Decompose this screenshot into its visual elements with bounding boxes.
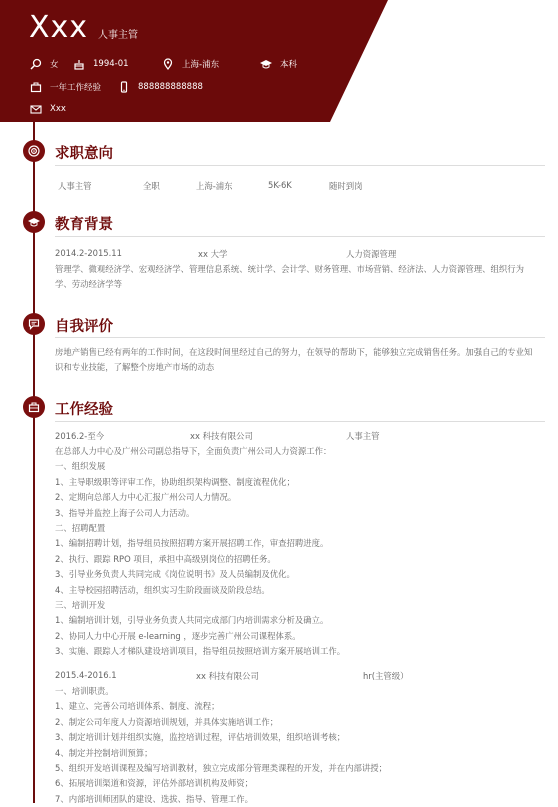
job1-line: 1、编制招聘计划，指导组员按照招聘方案开展招聘工作，审查招聘进度。 (55, 538, 329, 549)
job1-line: 4、主导校园招聘活动，组织实习生阶段面谈及阶段总结。 (55, 584, 270, 595)
intention-position: 人事主管 (58, 181, 92, 191)
experience-info (30, 81, 101, 93)
job1-line: 1、编制培训计划，引导业务负责人共同完成部门内培训需求分析及确立。 (55, 615, 329, 626)
candidate-title: 人事主管 (98, 30, 138, 41)
briefcase-icon (23, 396, 45, 418)
phone-icon (118, 81, 130, 93)
job1-line: 在总部人力中心及广州公司副总指导下，全面负责广州公司人力资源工作： (55, 446, 332, 456)
job1-line: 2、执行、跟踪 RPO 项目，承担中高级别岗位的招聘任务。 (55, 553, 276, 564)
job2-line: 2、制定公司年度人力资源培训规划，并具体实施培训工作； (55, 716, 279, 727)
job2-line: 7、内部培训师团队的建设、选拔、指导、管理工作。 (55, 793, 253, 804)
job1-line: 3、指导并监控上海子公司人力活动。 (55, 507, 195, 518)
divider (55, 165, 545, 166)
education-section-title: 教育背景 (55, 217, 113, 233)
divider (55, 236, 545, 237)
location-info (162, 58, 219, 70)
graduation-cap-icon (260, 58, 272, 70)
phone-value: 888888888888 (138, 82, 203, 92)
cake-icon (73, 58, 85, 70)
email-value: Xxx (50, 104, 66, 114)
job2-line: 4、制定并控制培训预算； (55, 747, 153, 758)
graduation-cap-icon (23, 211, 45, 233)
job2-line: 一、培训职责。 (55, 686, 114, 696)
intention-availability: 随时到岗 (329, 181, 363, 191)
experience-value: 一年工作经验 (50, 83, 102, 93)
phone-info (118, 81, 203, 93)
briefcase-icon (30, 81, 42, 93)
job2-date: 2015.4-2016.1 (55, 670, 117, 680)
comment-icon (23, 313, 45, 335)
job1-line: 二、招聘配置 (55, 523, 106, 534)
self-eval-section-title: 自我评价 (55, 319, 113, 335)
intention-section-title: 求职意向 (55, 146, 113, 162)
birth-info (73, 58, 129, 70)
birth-value: 1994-01 (93, 59, 129, 69)
job2-line: 1、建立、完善公司培训体系、制度、流程； (55, 701, 220, 712)
divider (55, 421, 545, 422)
job1-line: 一、组织发展 (55, 461, 106, 472)
job2-line: 3、制定培训计划并组织实施，监控培训过程，评估培训效果，组织培训考核； (55, 732, 346, 743)
self-eval-text: 房地产销售已经有两年的工作时间，在这段时间里经过自己的努力，在领导的帮助下，能够独立完成销售任务。加强自己的专业知识和专业技能，了解整个房地产市场的动态 (55, 347, 533, 372)
job1-line: 2、协同人力中心开展 e-learning ，逐步完善广州公司课程体系。 (55, 630, 301, 641)
job1-line: 2、定期向总部人力中心汇报广州公司人力情况。 (55, 492, 237, 503)
candidate-name: Xxx (29, 10, 89, 45)
intention-location: 上海-浦东 (196, 181, 233, 191)
education-courses: 管理学、微观经济学、宏观经济学、管理信息系统、统计学、会计学、财务管理、市场营销、经济法、人力资源管理、组织行为学、劳动经济学等 (55, 264, 524, 289)
degree-value: 本科 (280, 60, 298, 70)
gender-value: 女 (50, 60, 59, 70)
header-banner (0, 0, 558, 122)
divider (55, 337, 545, 338)
job2-line: 6、拓展培训渠道和资源，评估外部培训机构及师资； (55, 778, 253, 789)
job1-line: 3、引导业务负责人共同完成《岗位说明书》及人员编制及优化。 (55, 569, 295, 580)
email-info (30, 103, 66, 115)
intention-salary: 5K-6K (268, 180, 292, 190)
degree-info (260, 58, 297, 70)
job1-date: 2016.2-至今 (55, 431, 105, 441)
job1-line: 三、培训开发 (55, 600, 106, 611)
job2-description (55, 684, 387, 807)
education-school: xx 大学 (198, 249, 228, 259)
education-date: 2014.2-2015.11 (55, 248, 122, 258)
job2-company: xx 科技有限公司 (196, 671, 259, 681)
education-major: 人力资源管理 (346, 249, 397, 259)
intention-type: 全职 (143, 181, 160, 191)
gender-info (30, 58, 59, 70)
job1-description (55, 444, 345, 660)
job1-line: 1、主导职级职等评审工作，协助组织架构调整、制度流程优化； (55, 476, 295, 487)
target-icon (23, 140, 45, 162)
person-search-icon (30, 58, 42, 70)
location-pin-icon (162, 58, 174, 70)
job1-company: xx 科技有限公司 (190, 431, 253, 441)
work-section-title: 工作经验 (55, 402, 113, 418)
job2-position: hr(主管级） (363, 671, 409, 681)
job2-line: 5、组织开发培训课程及编写培训教材，独立完成部分管理类课程的开发，并在内部讲授； (55, 763, 387, 774)
mail-icon (30, 103, 42, 115)
location-value: 上海-浦东 (182, 60, 220, 70)
job1-line: 3、实施、跟踪人才梯队建设培训项目，指导组员按照培训方案开展培训工作。 (55, 646, 346, 657)
job1-position: 人事主管 (346, 431, 380, 441)
